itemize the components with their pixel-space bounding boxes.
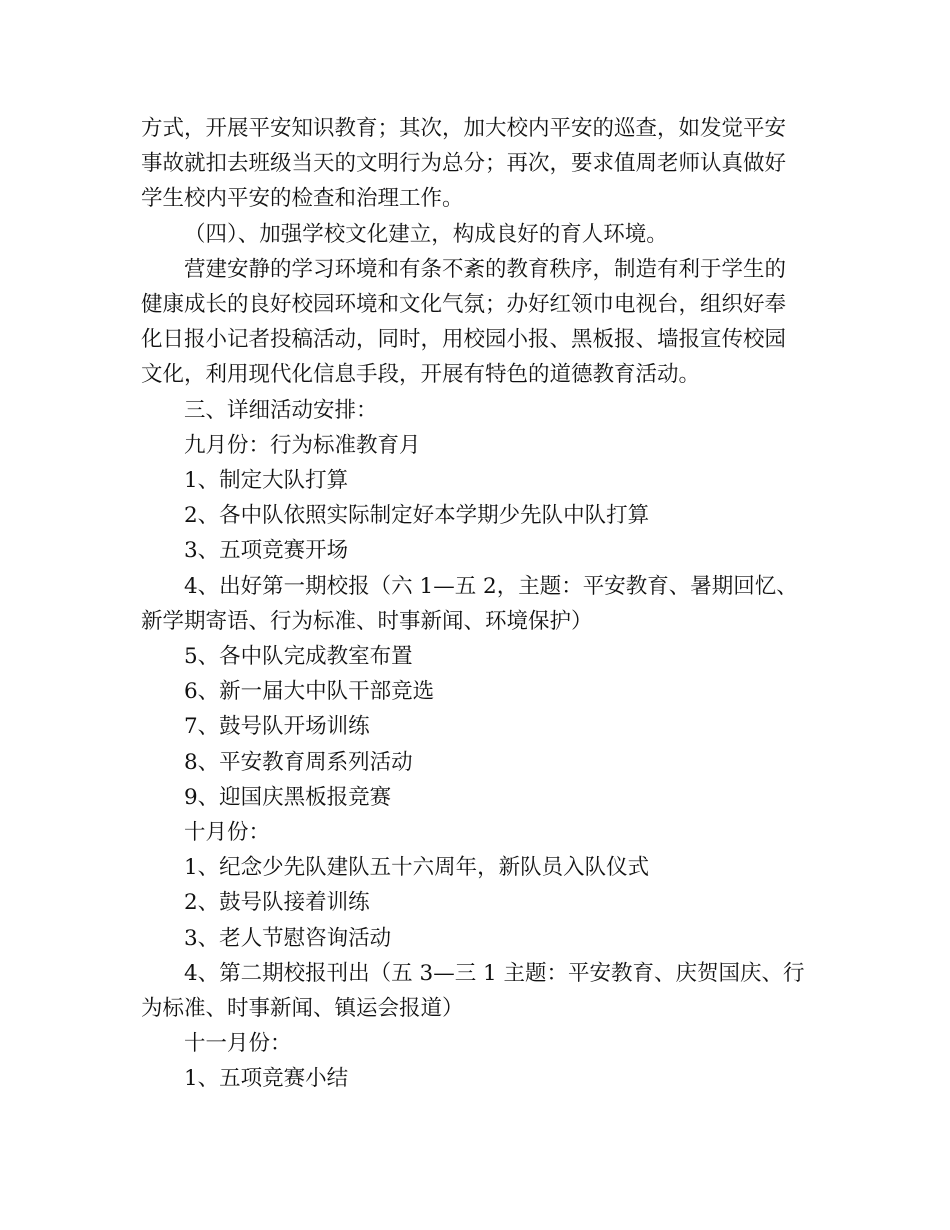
list-item: 1、五项竞赛小结	[184, 1066, 349, 1092]
list-item: 9、迎国庆黑板报竞赛	[184, 784, 392, 810]
list-item-continuation: 为标准、时事新闻、镇运会报道）	[141, 996, 464, 1022]
list-item: 5、各中队完成教室布置	[184, 644, 413, 670]
body-line: 事故就扣去班级当天的文明行为总分；再次，要求值周老师认真做好	[141, 151, 787, 177]
list-item: 1、制定大队打算	[184, 468, 349, 494]
body-line: 学生校内平安的检查和治理工作。	[141, 186, 464, 212]
body-line: 方式，开展平安知识教育；其次，加大校内平安的巡查，如发觉平安	[141, 116, 787, 141]
document-body	[141, 111, 821, 1097]
list-item: 3、老人节慰咨询活动	[184, 925, 392, 951]
list-item: 3、五项竞赛开场	[184, 538, 349, 564]
section-heading: 三、详细活动安排：	[184, 397, 378, 423]
list-item-continuation: 新学期寄语、行为标准、时事新闻、环境保护）	[141, 608, 593, 634]
list-item: 6、新一届大中队干部竞选	[184, 679, 435, 705]
list-item: 8、平安教育周系列活动	[184, 749, 413, 775]
month-heading: 十月份：	[184, 820, 271, 846]
list-item: 4、出好第一期校报（六 1—五 2，主题：平安教育、暑期回忆、	[184, 573, 798, 599]
body-line: 文化，利用现代化信息手段，开展有特色的道德教育活动。	[141, 362, 701, 388]
list-item: 2、鼓号队接着训练	[184, 890, 370, 916]
list-item: 4、第二期校报刊出（五 3—三 1 主题：平安教育、庆贺国庆、行	[184, 960, 805, 986]
month-heading: 十一月份：	[184, 1031, 292, 1057]
section-heading: （四）、加强学校文化建立，构成良好的育人环境。	[184, 221, 668, 247]
list-item: 1、纪念少先队建队五十六周年，新队员入队仪式	[184, 855, 650, 881]
month-heading: 九月份：行为标准教育月	[184, 432, 421, 458]
body-line: 健康成长的良好校园环境和文化气氛；办好红领巾电视台，组织好奉	[141, 292, 787, 318]
body-line: 营建安静的学习环境和有条不紊的教育秩序，制造有利于学生的	[184, 256, 787, 282]
list-item: 7、鼓号队开场训练	[184, 714, 370, 740]
list-item: 2、各中队依照实际制定好本学期少先队中队打算	[184, 503, 650, 529]
body-line: 化日报小记者投稿活动，同时，用校园小报、黑板报、墙报宣传校园	[141, 327, 787, 353]
